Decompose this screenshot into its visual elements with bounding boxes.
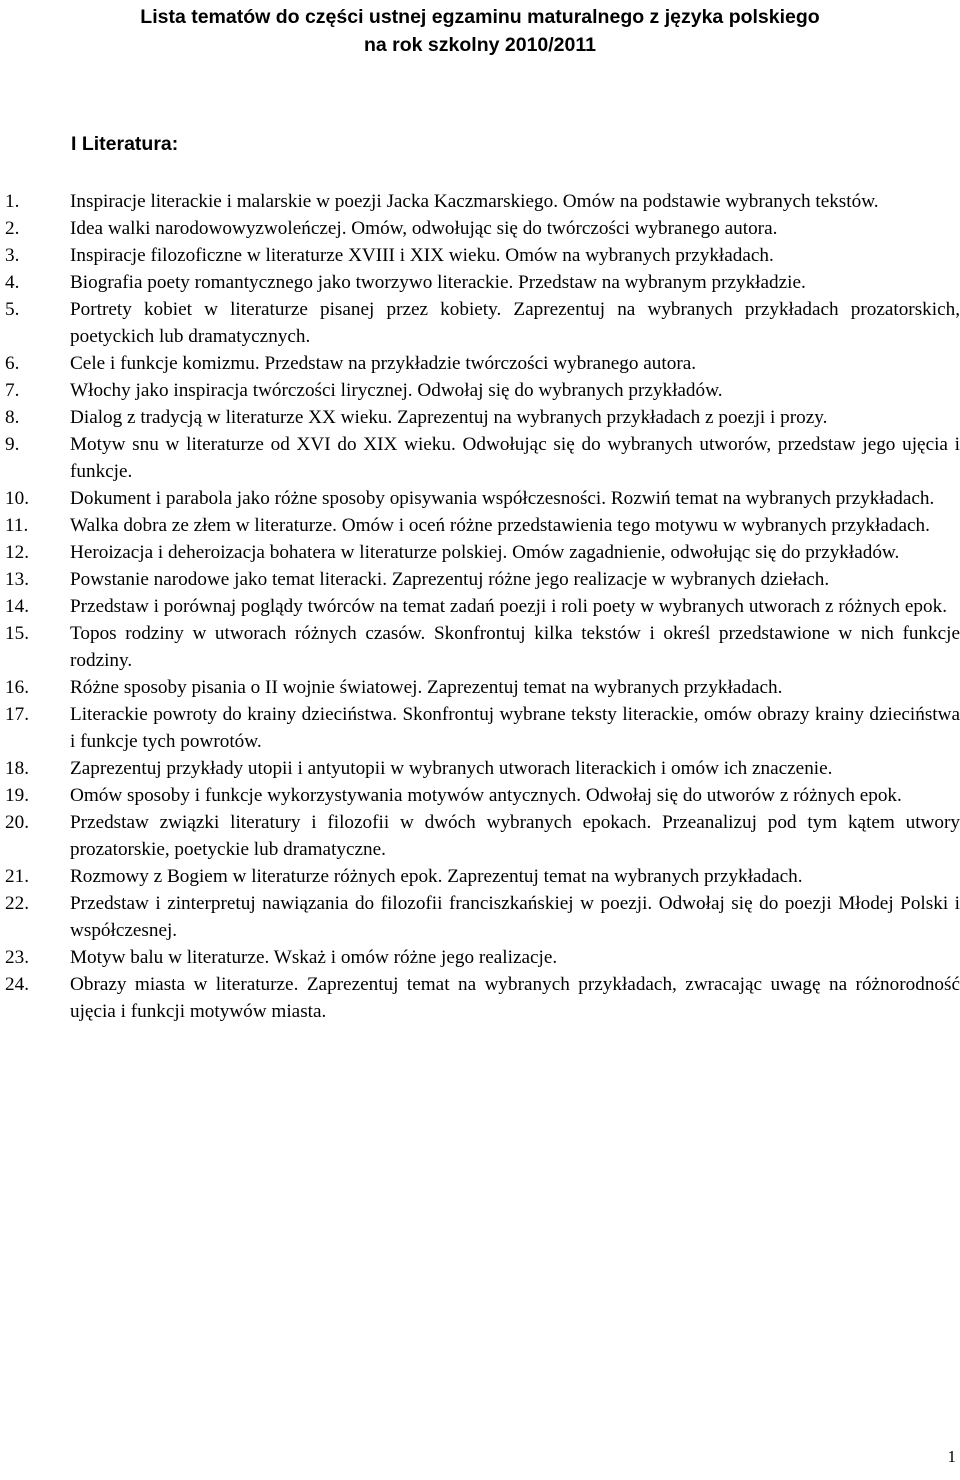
topic-item [0,485,960,512]
topic-text: Dokument i parabola jako różne sposoby opisywania współczesności. Rozwiń temat na wybranych przykładach. [70,488,935,509]
topic-number: 3. [5,245,20,266]
topic-number: 1. [5,191,20,212]
document-title [0,3,960,59]
topic-list [0,188,960,1025]
section-heading: I Literatura: [71,133,179,155]
page-number: 1 [947,1447,956,1466]
topic-item [0,971,960,1025]
topic-text: Omów sposoby i funkcje wykorzystywania motywów antycznych. Odwołaj się do utworów z różnych epok. [70,785,902,806]
topic-item [0,593,960,620]
topic-number: 16. [5,677,29,698]
topic-number: 23. [5,947,29,968]
topic-number: 8. [5,407,20,428]
topic-number: 22. [5,893,29,914]
topic-item [0,242,960,269]
topic-item [0,620,960,674]
topic-number: 5. [5,299,20,320]
topic-text: Portrety kobiet w literaturze pisanej przez kobiety. Zaprezentuj na wybranych przykładach prozatorskich, poetyckich lub dramatycznych. [70,299,960,347]
title-line-1: Lista tematów do części ustnej egzaminu maturalnego z języka polskiego [140,6,820,28]
topic-text: Cele i funkcje komizmu. Przedstaw na przykładzie twórczości wybranego autora. [70,353,697,374]
topic-text: Różne sposoby pisania o II wojnie światowej. Zaprezentuj temat na wybranych przykładach. [70,677,783,698]
topic-item [0,377,960,404]
topic-item [0,863,960,890]
topic-number: 11. [5,515,29,536]
topic-text: Przedstaw i porównaj poglądy twórców na temat zadań poezji i roli poety w wybranych utworach z różnych epok. [70,596,948,617]
topic-number: 2. [5,218,20,239]
topic-item [0,431,960,485]
topic-number: 13. [5,569,29,590]
topic-text: Powstanie narodowe jako temat literacki. Zaprezentuj różne jego realizacje w wybranych dziełach. [70,569,830,590]
topic-text: Topos rodziny w utworach różnych czasów. Skonfrontuj kilka tekstów i określ przedstawione w nich funkcje rodziny. [70,623,960,671]
topic-item [0,269,960,296]
topic-number: 20. [5,812,29,833]
topic-number: 12. [5,542,29,563]
topic-item [0,539,960,566]
topic-text: Motyw balu w literaturze. Wskaż i omów różne jego realizacje. [70,947,558,968]
topic-item [0,296,960,350]
topic-item [0,404,960,431]
topic-item [0,755,960,782]
topic-number: 9. [5,434,20,455]
topic-item [0,350,960,377]
topic-item [0,701,960,755]
topic-item [0,566,960,593]
topic-item [0,944,960,971]
topic-text: Heroizacja i deheroizacja bohatera w literaturze polskiej. Omów zagadnienie, odwołując się do przykładów. [70,542,900,563]
topic-text: Inspiracje filozoficzne w literaturze XVIII i XIX wieku. Omów na wybranych przykładach. [70,245,774,266]
topic-item [0,890,960,944]
topic-number: 14. [5,596,29,617]
topic-item [0,782,960,809]
topic-text: Przedstaw i zinterpretuj nawiązania do filozofii franciszkańskiej w poezji. Odwołaj się do poezji Młodej Polski i współczesnej. [70,893,960,941]
topic-number: 18. [5,758,29,779]
topic-number: 19. [5,785,29,806]
topic-text: Zaprezentuj przykłady utopii i antyutopii w wybranych utworach literackich i omów ich znaczenie. [70,758,833,779]
topic-number: 7. [5,380,20,401]
topic-text: Włochy jako inspiracja twórczości lirycznej. Odwołaj się do wybranych przykładów. [70,380,723,401]
topic-item [0,809,960,863]
topic-item [0,674,960,701]
topic-text: Dialog z tradycją w literaturze XX wieku. Zaprezentuj na wybranych przykładach z poezji i prozy. [70,407,828,428]
topic-number: 21. [5,866,29,887]
topic-number: 6. [5,353,20,374]
topic-text: Biografia poety romantycznego jako tworzywo literackie. Przedstaw na wybranym przykładzie. [70,272,806,293]
topic-text: Obrazy miasta w literaturze. Zaprezentuj temat na wybranych przykładach, zwracając uwagę na różnorodność ujęcia i funkcji motywów miasta. [70,974,960,1022]
topic-item [0,188,960,215]
topic-number: 24. [5,974,29,995]
topic-text: Idea walki narodowowyzwoleńczej. Omów, odwołując się do twórczości wybranego autora. [70,218,778,239]
topic-number: 10. [5,488,29,509]
topic-number: 17. [5,704,29,725]
topic-number: 4. [5,272,20,293]
topic-text: Literackie powroty do krainy dzieciństwa. Skonfrontuj wybrane teksty literackie, omów obrazy krainy dzieciństwa i funkcje tych powrotów. [70,704,960,752]
topic-number: 15. [5,623,29,644]
topic-text: Walka dobra ze złem w literaturze. Omów i oceń różne przedstawienia tego motywu w wybranych przykładach. [70,515,930,536]
title-line-2: na rok szkolny 2010/2011 [364,34,596,56]
topic-text: Motyw snu w literaturze od XVI do XIX wieku. Odwołując się do wybranych utworów, przedstaw jego ujęcia i funkcje. [70,434,960,482]
topic-text: Rozmowy z Bogiem w literaturze różnych epok. Zaprezentuj temat na wybranych przykładach. [70,866,803,887]
topic-text: Inspiracje literackie i malarskie w poezji Jacka Kaczmarskiego. Omów na podstawie wybranych tekstów. [70,191,879,212]
topic-item [0,215,960,242]
topic-item [0,512,960,539]
topic-text: Przedstaw związki literatury i filozofii w dwóch wybranych epokach. Przeanalizuj pod tym kątem utwory prozatorskie, poetyckie lub dramatyczne. [70,812,960,860]
